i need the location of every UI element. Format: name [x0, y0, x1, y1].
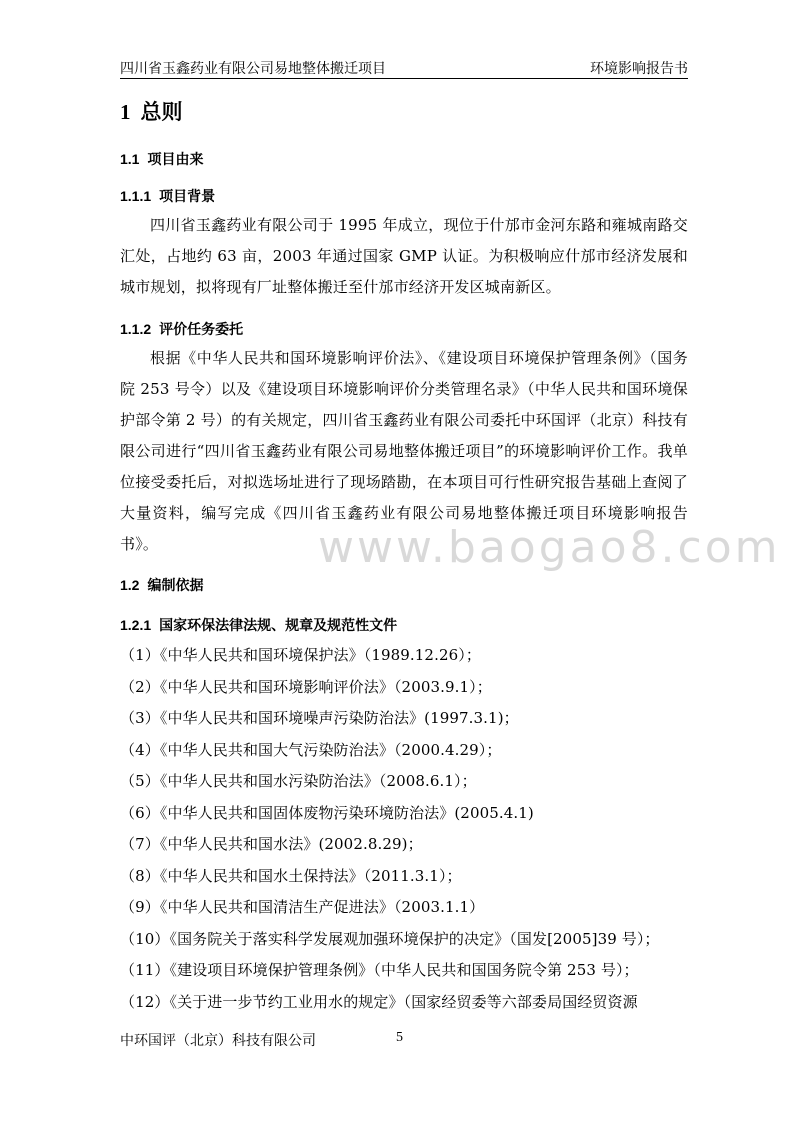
assessment-commission-paragraph: 根据《中华人民共和国环境影响评价法》、《建设项目环境保护管理条例》（国务院 253 号令）以及《建设项目环境影响评价分类管理名录》（中华人民共和国环境保护部令第 2 号）的有关规定，四川省玉鑫药业有限公司委托中环国评（北京）科技有限公司进行“四川省玉鑫药业有限公司易地整体搬迁项目”的环境影响评价工作。我单位接受委托后，对拟选场址进行了现场踏勘，在本项目可行性研究报告基础上查阅了大量资料，编写完成《四川省玉鑫药业有限公司易地整体搬迁项目环境影响报告书》。: [120, 349, 688, 553]
header-project-title: 四川省玉鑫药业有限公司易地整体搬迁项目: [120, 61, 386, 77]
list-item: （3）《中华人民共和国环境噪声污染防治法》(1997.3.1)；: [120, 709, 519, 727]
chapter-title: [120, 92, 688, 132]
list-item: （1）《中华人民共和国环境保护法》（1989.12.26）；: [120, 646, 481, 664]
page-content: [120, 92, 688, 1018]
section-number: 1.1: [120, 151, 140, 167]
section-title: 项目由来: [147, 152, 204, 168]
list-item: （8）《中华人民共和国水土保持法》（2011.3.1）；: [120, 866, 462, 885]
project-background-paragraph: 四川省玉鑫药业有限公司于 1995 年成立，现位于什邡市金河东路和雍城南路交汇处，占地约 63 亩，2003 年通过国家 GMP 认证。为积极响应什邡市经济发展和城市规划，拟将现有厂址整体搬迁至什邡市经济开发区城南新区。: [120, 216, 688, 296]
header-document-type: 环境影响报告书: [590, 61, 688, 77]
list-item: （10）《国务院关于落实科学发展观加强环境保护的决定》（国发[2005]39 号）；: [120, 929, 660, 948]
chapter-title-text: 总则: [140, 100, 183, 124]
regulation-list: [120, 640, 688, 1018]
footer-company: 中环国评（北京）科技有限公司: [120, 1033, 316, 1049]
list-item: （2）《中华人民共和国环境影响评价法》（2003.9.1）；: [120, 677, 492, 696]
page-number: 5: [396, 1030, 403, 1045]
list-item: （9）《中华人民共和国清洁生产促进法》（2003.1.1）: [120, 898, 485, 916]
section-1-2-heading: [120, 570, 688, 600]
section-title: 项目背景: [159, 189, 216, 205]
watermark: www.baogao8.com: [318, 522, 781, 573]
section-1-2-1-heading: [120, 610, 688, 640]
section-number: 1.1.1: [120, 188, 152, 204]
section-number: 1.2: [120, 577, 140, 593]
list-item: （12）《关于进一步节约工业用水的规定》（国家经贸委等六部委局国经贸资源: [120, 992, 638, 1011]
section-1-1-heading: [120, 146, 688, 172]
section-1-1-1-heading: [120, 182, 688, 210]
section-number: 1.1.2: [120, 321, 152, 337]
section-title: 评价任务委托: [159, 322, 244, 338]
page-header: [120, 52, 688, 79]
section-1-1-2-heading: [120, 315, 688, 343]
list-item: （6）《中华人民共和国固体废物污染环境防治法》(2005.4.1): [120, 803, 534, 822]
list-item: （7）《中华人民共和国水法》(2002.8.29)；: [120, 835, 423, 853]
list-item: （11）《建设项目环境保护管理条例》（中华人民共和国国务院令第 253 号）；: [120, 961, 639, 979]
section-number: 1.2.1: [120, 617, 152, 633]
chapter-number: 1: [120, 100, 131, 124]
list-item: （4）《中华人民共和国大气污染防治法》（2000.4.29）；: [120, 740, 502, 759]
section-title: 编制依据: [147, 578, 204, 594]
section-title: 国家环保法律法规、规章及规范性文件: [159, 618, 398, 634]
list-item: （5）《中华人民共和国水污染防治法》（2008.6.1）；: [120, 772, 477, 790]
